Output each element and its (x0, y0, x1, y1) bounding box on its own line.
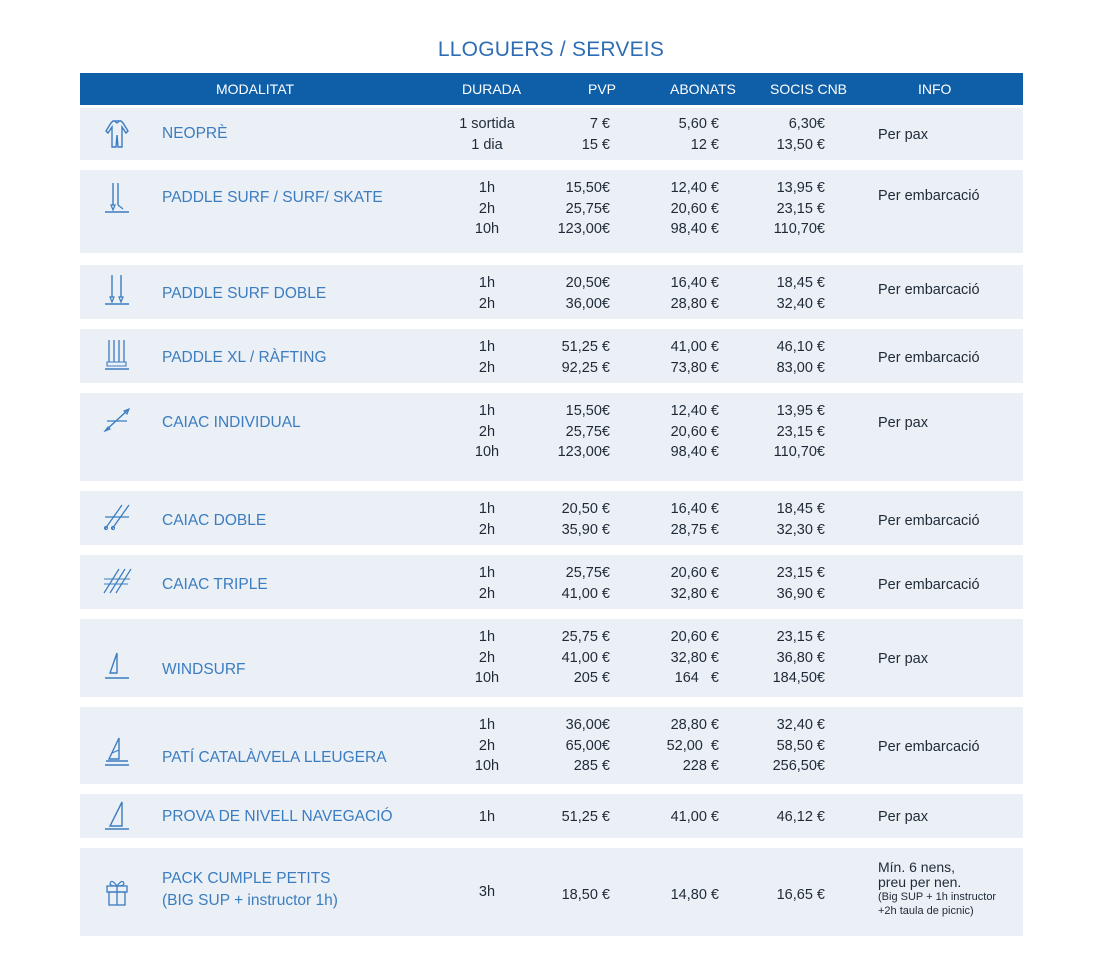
kayak-paddle-icon (102, 403, 132, 437)
row-subname: (BIG SUP + instructor 1h) (162, 892, 338, 909)
abonats-value: 5,60 € (678, 116, 719, 132)
header-durada: DURADA (462, 81, 522, 97)
info-value: Per pax (878, 809, 928, 825)
info-value: Mín. 6 nens, (878, 859, 956, 875)
socis-value: 16,65 € (776, 887, 825, 903)
row-name: PACK CUMPLE PETITS (162, 870, 331, 887)
pvp-value: 51,25 € (561, 809, 610, 825)
durada-value: 10h (474, 758, 500, 774)
socis-value: 83,00 € (776, 359, 825, 376)
socis-value: 110,70€ (773, 444, 825, 460)
abonats-value: 52,00 € (666, 737, 719, 754)
header-abonats: ABONATS (670, 81, 736, 97)
durada-value: 2h (478, 737, 496, 754)
header-modalitat: MODALITAT (216, 81, 295, 97)
row-name: NEOPRÈ (162, 125, 228, 142)
abonats-value: 164 € (674, 670, 719, 686)
info-note: +2h taula de picnic) (878, 905, 974, 917)
pvp-value: 92,25 € (561, 359, 610, 376)
table-row (80, 848, 1023, 936)
row-name: CAIAC TRIPLE (162, 576, 268, 593)
durada-value: 10h (474, 670, 500, 686)
row-name: WINDSURF (162, 661, 246, 678)
info-value: Per embarcació (878, 350, 980, 366)
paddle-surf-icon (102, 181, 132, 215)
socis-value: 46,12 € (776, 809, 825, 825)
durada-value: 1h (478, 180, 496, 196)
row-name: PROVA DE NIVELL NAVEGACIÓ (162, 808, 393, 825)
row-name: PATÍ CATALÀ/VELA LLEUGERA (162, 749, 387, 766)
row-name: PADDLE SURF / SURF/ SKATE (162, 189, 383, 206)
info-value: preu per nen. (878, 874, 962, 890)
durada-value: 3h (478, 884, 496, 900)
abonats-value: 20,60 € (670, 200, 719, 217)
abonats-value: 41,00 € (670, 339, 719, 355)
durada-value: 1 sortida (459, 116, 515, 132)
abonats-value: 16,40 € (670, 275, 719, 291)
info-value: Per embarcació (878, 577, 980, 593)
durada-value: 1h (478, 275, 496, 291)
paddle-xl-icon (102, 338, 132, 372)
pvp-value: 15 € (581, 136, 610, 153)
abonats-value: 32,80 € (670, 585, 719, 602)
abonats-value: 14,80 € (670, 887, 719, 903)
durada-value: 1h (478, 809, 496, 825)
sailboat-icon (102, 735, 132, 769)
info-note: (Big SUP + 1h instructor (878, 891, 997, 903)
abonats-value: 12,40 € (670, 403, 719, 419)
socis-value: 23,15 € (776, 423, 825, 440)
table-row (80, 329, 1023, 383)
pvp-value: 65,00€ (565, 737, 610, 754)
abonats-value: 12 € (690, 136, 719, 153)
pvp-value: 7 € (589, 116, 610, 132)
price-table (80, 73, 1023, 917)
info-value: Per embarcació (878, 739, 980, 755)
socis-value: 13,50 € (776, 136, 825, 153)
abonats-value: 98,40 € (670, 444, 719, 460)
table-header (80, 73, 1023, 105)
header-info: INFO (918, 81, 952, 97)
pvp-value: 36,00€ (565, 295, 610, 312)
sail-icon (102, 798, 132, 832)
pvp-value: 51,25 € (561, 339, 610, 355)
socis-value: 23,15 € (776, 565, 825, 581)
info-value: Per embarcació (878, 282, 980, 298)
table-row (80, 794, 1023, 838)
pvp-value: 25,75€ (565, 200, 610, 217)
abonats-value: 20,60 € (670, 565, 719, 581)
header-pvp: PVP (588, 81, 617, 97)
pvp-value: 41,00 € (561, 649, 610, 666)
table-row (80, 491, 1023, 545)
kayak-triple-icon (102, 565, 132, 599)
abonats-value: 12,40 € (670, 180, 719, 196)
durada-value: 1h (478, 717, 496, 733)
socis-value: 6,30€ (788, 116, 825, 132)
socis-value: 58,50 € (776, 737, 825, 754)
socis-value: 184,50€ (772, 670, 825, 686)
info-value: Per pax (878, 651, 928, 667)
table-row (80, 393, 1023, 481)
windsurf-icon (102, 649, 132, 683)
info-value: Per pax (878, 415, 928, 431)
abonats-value: 228 € (682, 758, 719, 774)
socis-value: 18,45 € (776, 275, 825, 291)
durada-value: 1h (478, 403, 496, 419)
row-name: CAIAC DOBLE (162, 512, 267, 529)
table-row (80, 707, 1023, 784)
abonats-value: 16,40 € (670, 501, 719, 517)
info-value: Per embarcació (878, 188, 980, 204)
socis-value: 36,80 € (776, 649, 825, 666)
page-title: LLOGUERS / SERVEIS (437, 38, 665, 61)
abonats-value: 41,00 € (670, 809, 719, 825)
socis-value: 256,50€ (772, 758, 825, 774)
durada-value: 1h (478, 565, 496, 581)
socis-value: 32,40 € (776, 295, 825, 312)
pvp-value: 25,75 € (561, 629, 610, 645)
socis-value: 13,95 € (776, 180, 825, 196)
durada-value: 1h (478, 501, 496, 517)
pvp-value: 41,00 € (561, 585, 610, 602)
table-row (80, 555, 1023, 609)
socis-value: 13,95 € (776, 403, 825, 419)
pvp-value: 15,50€ (565, 403, 610, 419)
socis-value: 46,10 € (776, 339, 825, 355)
socis-value: 23,15 € (776, 200, 825, 217)
pvp-value: 18,50 € (561, 887, 610, 903)
socis-value: 36,90 € (776, 585, 825, 602)
durada-value: 2h (478, 200, 496, 217)
durada-value: 1h (478, 339, 496, 355)
table-row (80, 265, 1023, 319)
gift-icon (102, 874, 132, 908)
abonats-value: 20,60 € (670, 423, 719, 440)
pvp-value: 123,00€ (557, 444, 610, 460)
pvp-value: 20,50€ (565, 275, 610, 291)
header-socis: SOCIS CNB (770, 81, 848, 97)
kayak-double-icon (102, 501, 132, 535)
durada-value: 2h (478, 423, 496, 440)
abonats-value: 28,80 € (670, 717, 719, 733)
durada-value: 1 dia (471, 136, 503, 153)
abonats-value: 73,80 € (670, 359, 719, 376)
table-row (80, 108, 1023, 160)
socis-value: 110,70€ (773, 221, 825, 237)
pvp-value: 123,00€ (557, 221, 610, 237)
socis-value: 32,30 € (776, 521, 825, 538)
pvp-value: 205 € (573, 670, 610, 686)
socis-value: 18,45 € (776, 501, 825, 517)
paddle-surf-double-icon (102, 273, 132, 307)
pvp-value: 15,50€ (565, 180, 610, 196)
abonats-value: 32,80 € (670, 649, 719, 666)
info-value: Per pax (878, 127, 928, 143)
durada-value: 2h (478, 295, 496, 312)
row-name: PADDLE SURF DOBLE (162, 285, 327, 302)
pvp-value: 25,75€ (565, 565, 610, 581)
abonats-value: 28,75 € (670, 521, 719, 538)
row-name: PADDLE XL / RÀFTING (162, 349, 327, 366)
socis-value: 23,15 € (776, 629, 825, 645)
durada-value: 2h (478, 585, 496, 602)
abonats-value: 98,40 € (670, 221, 719, 237)
durada-value: 1h (478, 629, 496, 645)
abonats-value: 28,80 € (670, 295, 719, 312)
pvp-value: 20,50 € (561, 501, 610, 517)
wetsuit-icon (102, 117, 132, 151)
abonats-value: 20,60 € (670, 629, 719, 645)
pvp-value: 285 € (573, 758, 610, 774)
durada-value: 2h (478, 359, 496, 376)
durada-value: 10h (474, 444, 500, 460)
table-row (80, 619, 1023, 697)
row-name: CAIAC INDIVIDUAL (162, 414, 301, 431)
info-value: Per embarcació (878, 513, 980, 529)
pvp-value: 36,00€ (565, 717, 610, 733)
pvp-value: 25,75€ (565, 423, 610, 440)
table-row (80, 170, 1023, 253)
durada-value: 10h (474, 221, 500, 237)
durada-value: 2h (478, 649, 496, 666)
durada-value: 2h (478, 521, 496, 538)
pvp-value: 35,90 € (561, 521, 610, 538)
socis-value: 32,40 € (776, 717, 825, 733)
